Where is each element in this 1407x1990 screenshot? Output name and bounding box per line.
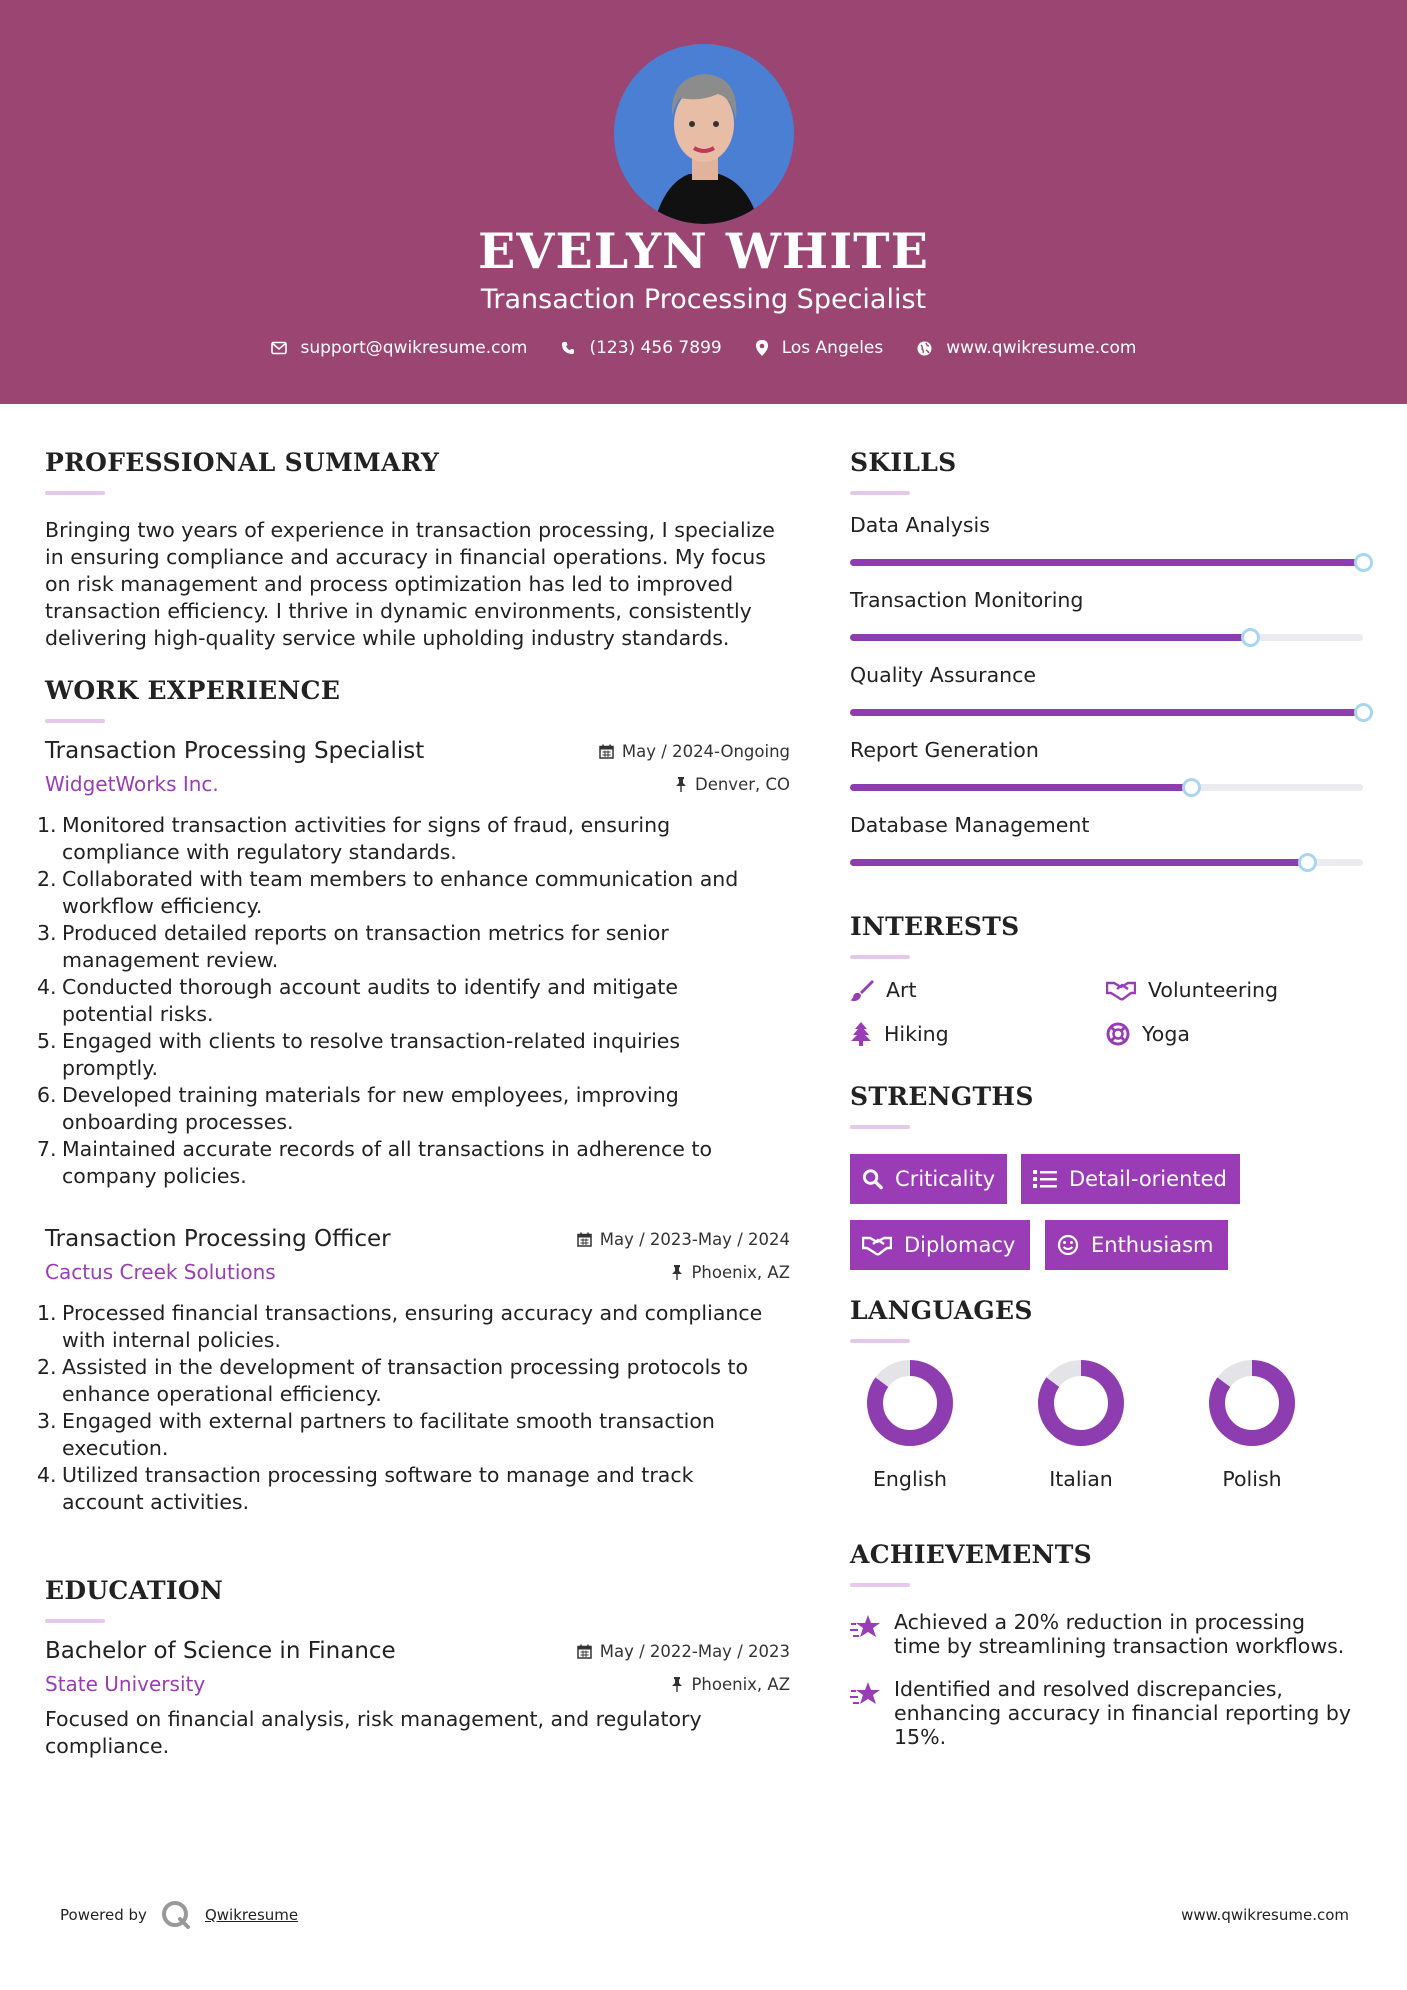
pushpin-icon [671, 1265, 683, 1280]
item-number: 2. [37, 1355, 57, 1379]
interest-art [850, 978, 917, 1002]
summary-line: Bringing two years of experience in transaction processing, I specialize [45, 518, 775, 542]
brand-link[interactable]: Qwikresume [204, 1906, 299, 1924]
job-location [675, 775, 790, 794]
pushpin-icon [675, 777, 687, 792]
achievement-item [850, 1677, 1365, 1749]
education-location [671, 1675, 790, 1694]
experience-section [45, 676, 790, 723]
item-number: 4. [37, 1463, 57, 1487]
paintbrush-icon [850, 978, 874, 1002]
description-line: Focused on financial analysis, risk management, and regulatory [45, 1707, 702, 1731]
item-line: Conducted thorough account audits to identify and mitigate [62, 975, 678, 999]
section-title: SKILLS [850, 448, 957, 477]
skill-name: Database Management [850, 813, 1090, 837]
item-line: onboarding processes. [62, 1110, 294, 1134]
skill-level-knob [1241, 628, 1260, 647]
calendar-icon [599, 744, 614, 759]
skill-level-fill [850, 559, 1363, 566]
job-entry [37, 1226, 790, 1516]
list-item [37, 812, 790, 866]
language-item [855, 1358, 965, 1491]
location-text: Phoenix, AZ [691, 1674, 790, 1694]
skill-level-knob [1354, 553, 1373, 572]
phone-icon [561, 341, 575, 355]
item-line: potential risks. [62, 1002, 214, 1026]
date-text: May / 2023-May / 2024 [599, 1229, 790, 1249]
map-pin-icon [756, 340, 768, 356]
item-line: Processed financial transactions, ensuring accuracy and compliance [62, 1301, 763, 1325]
section-title: EDUCATION [45, 1576, 224, 1605]
handshake-icon [1106, 979, 1136, 1001]
strength-tag [850, 1220, 1030, 1270]
strength-tag [850, 1154, 1007, 1204]
skill-name: Data Analysis [850, 513, 990, 537]
list-item [37, 1408, 790, 1462]
skill-level-track [850, 709, 1363, 716]
item-line: execution. [62, 1436, 169, 1460]
interests-section [850, 912, 1365, 1052]
skills-list [850, 513, 1365, 866]
skill-level-track [850, 784, 1363, 791]
summary-line: transaction efficiency. I thrive in dynamic environments, consistently [45, 599, 752, 623]
section-divider [850, 1339, 910, 1343]
interest-label: Yoga [1142, 1022, 1190, 1046]
summary-line: delivering high-quality service while upholding industry standards. [45, 626, 730, 650]
item-line: management review. [62, 948, 279, 972]
item-line: Engaged with clients to resolve transaction-related inquiries [62, 1029, 681, 1053]
achievement-line: enhancing accuracy in financial reporting by [894, 1701, 1352, 1725]
item-number: 1. [37, 813, 57, 837]
education-section [45, 1576, 790, 1623]
item-number: 3. [37, 921, 57, 945]
date-text: May / 2024-Ongoing [621, 741, 790, 761]
section-title: PROFESSIONAL SUMMARY [45, 448, 440, 477]
handshake-icon [862, 1234, 892, 1256]
section-title: INTERESTS [850, 912, 1020, 941]
item-line: with internal policies. [62, 1328, 281, 1352]
globe-icon [917, 341, 932, 356]
contact-email[interactable] [271, 338, 528, 358]
skill-item [850, 588, 1365, 641]
item-line: enhance operational efficiency. [62, 1382, 382, 1406]
item-number: 6. [37, 1083, 57, 1107]
item-number: 2. [37, 867, 57, 891]
language-name: Polish [1222, 1467, 1282, 1491]
job-date [577, 1230, 790, 1249]
education-description [45, 1706, 790, 1760]
contact-location [756, 338, 884, 358]
strength-label: Detail-oriented [1069, 1167, 1227, 1191]
summary-section [45, 448, 805, 652]
company-name: WidgetWorks Inc. [45, 772, 219, 796]
company-name: Cactus Creek Solutions [45, 1260, 276, 1284]
achievement-line: Achieved a 20% reduction in processing [894, 1610, 1306, 1634]
calendar-icon [577, 1232, 592, 1247]
job-location [671, 1263, 790, 1282]
item-line: company policies. [62, 1164, 247, 1188]
phone-text: (123) 456 7899 [589, 338, 722, 358]
summary-text [45, 517, 805, 652]
achievements-section [850, 1540, 1365, 1760]
job-date [599, 742, 790, 761]
skill-name: Report Generation [850, 738, 1039, 762]
list-item [37, 1082, 790, 1136]
strength-label: Enthusiasm [1091, 1233, 1214, 1257]
job-title: Transaction Processing Specialist [45, 738, 425, 764]
list-item [37, 1028, 790, 1082]
language-level-donut [865, 1358, 955, 1448]
calendar-icon [577, 1644, 592, 1659]
item-line: Engaged with external partners to facilitate smooth transaction [62, 1409, 715, 1433]
item-line: Collaborated with team members to enhance communication and [62, 867, 739, 891]
list-item [37, 974, 790, 1028]
skill-item [850, 663, 1365, 716]
degree-title: Bachelor of Science in Finance [45, 1638, 396, 1664]
section-divider [850, 955, 910, 959]
summary-line: in ensuring compliance and accuracy in financial operations. My focus [45, 545, 766, 569]
powered-by-label: Powered by [60, 1906, 147, 1924]
candidate-role: Transaction Processing Specialist [480, 284, 927, 315]
job-responsibilities [37, 812, 790, 1190]
item-number: 3. [37, 1409, 57, 1433]
strength-label: Diplomacy [904, 1233, 1016, 1257]
skill-level-track [850, 634, 1363, 641]
email-text: support@qwikresume.com [300, 338, 528, 358]
skill-level-track [850, 559, 1363, 566]
skill-name: Quality Assurance [850, 663, 1037, 687]
list-icon [1033, 1169, 1057, 1189]
summary-line: on risk management and process optimization has led to improved [45, 572, 734, 596]
qwikresume-logo-icon [161, 1900, 191, 1930]
list-item [37, 866, 790, 920]
languages-section [850, 1296, 1365, 1516]
language-name: Italian [1049, 1467, 1113, 1491]
section-divider [45, 719, 105, 723]
item-line: Monitored transaction activities for signs of fraud, ensuring [62, 813, 671, 837]
item-line: Produced detailed reports on transaction metrics for senior [62, 921, 669, 945]
website-text: www.qwikresume.com [946, 338, 1137, 358]
skill-level-fill [850, 784, 1191, 791]
location-text: Los Angeles [781, 338, 884, 358]
item-number: 4. [37, 975, 57, 999]
description-line: compliance. [45, 1734, 170, 1758]
section-title: ACHIEVEMENTS [850, 1540, 1092, 1569]
item-line: compliance with regulatory standards. [62, 840, 457, 864]
school-name: State University [45, 1672, 206, 1696]
item-number: 7. [37, 1137, 57, 1161]
language-item [1026, 1358, 1136, 1491]
list-item [37, 1300, 790, 1354]
achievement-item [850, 1610, 1365, 1658]
interest-label: Hiking [884, 1022, 949, 1046]
candidate-name: EVELYN WHITE [478, 222, 929, 280]
achievement-line: time by streamlining transaction workflows. [894, 1634, 1345, 1658]
location-text: Phoenix, AZ [691, 1262, 790, 1282]
item-number: 5. [37, 1029, 57, 1053]
footer-brand [60, 1900, 298, 1930]
profile-photo [614, 44, 794, 224]
achievement-line: Identified and resolved discrepancies, [894, 1677, 1283, 1701]
item-line: Assisted in the development of transaction processing protocols to [62, 1355, 749, 1379]
header-banner [0, 0, 1407, 404]
footer-website[interactable]: www.qwikresume.com [1181, 1906, 1349, 1924]
skill-item [850, 738, 1365, 791]
date-text: May / 2022-May / 2023 [599, 1641, 790, 1661]
item-number: 1. [37, 1301, 57, 1325]
strength-tag [1045, 1220, 1228, 1270]
skill-level-knob [1298, 853, 1317, 872]
skill-level-knob [1182, 778, 1201, 797]
list-item [37, 1462, 790, 1516]
language-level-donut [1207, 1358, 1297, 1448]
section-title: WORK EXPERIENCE [45, 676, 341, 705]
contact-bar [0, 338, 1407, 358]
strength-tag [1021, 1154, 1240, 1204]
skill-level-fill [850, 709, 1363, 716]
skill-item [850, 813, 1365, 866]
contact-phone[interactable] [561, 338, 721, 358]
search-icon [862, 1168, 883, 1190]
language-item [1197, 1358, 1307, 1491]
skill-level-track [850, 859, 1363, 866]
item-line: workflow efficiency. [62, 894, 263, 918]
interest-volunteering [1106, 978, 1278, 1002]
lifebuoy-icon [1106, 1022, 1130, 1046]
star-icon [850, 1679, 882, 1709]
list-item [37, 1136, 790, 1190]
envelope-icon [271, 341, 287, 355]
section-divider [850, 1125, 910, 1129]
star-icon [850, 1612, 882, 1642]
item-line: promptly. [62, 1056, 158, 1080]
smile-icon [1057, 1234, 1079, 1256]
strength-label: Criticality [895, 1167, 995, 1191]
education-entry [45, 1638, 790, 1760]
skills-section [850, 448, 1365, 866]
pushpin-icon [671, 1677, 683, 1692]
section-divider [45, 1619, 105, 1623]
list-item [37, 920, 790, 974]
interest-label: Art [886, 978, 917, 1002]
skill-level-fill [850, 634, 1250, 641]
skill-level-knob [1354, 703, 1373, 722]
section-title: LANGUAGES [850, 1296, 1033, 1325]
item-line: Developed training materials for new employees, improving [62, 1083, 679, 1107]
language-level-donut [1036, 1358, 1126, 1448]
education-date [577, 1642, 790, 1661]
tree-icon [850, 1022, 872, 1046]
list-item [37, 1354, 790, 1408]
skill-item [850, 513, 1365, 566]
contact-website[interactable] [917, 338, 1136, 358]
item-line: account activities. [62, 1490, 250, 1514]
language-name: English [872, 1467, 948, 1491]
item-line: Maintained accurate records of all transactions in adherence to [62, 1137, 712, 1161]
location-text: Denver, CO [694, 774, 790, 794]
job-entry [37, 738, 790, 1190]
interest-label: Volunteering [1148, 978, 1279, 1002]
job-responsibilities [37, 1300, 790, 1516]
section-divider [850, 491, 910, 495]
skill-name: Transaction Monitoring [850, 588, 1084, 612]
skill-level-fill [850, 859, 1307, 866]
strengths-section [850, 1082, 1365, 1292]
section-title: STRENGTHS [850, 1082, 1034, 1111]
section-divider [45, 491, 105, 495]
interest-yoga [1106, 1022, 1190, 1046]
achievement-line: 15%. [894, 1725, 947, 1749]
item-line: Utilized transaction processing software to manage and track [62, 1463, 694, 1487]
job-title: Transaction Processing Officer [45, 1226, 391, 1252]
section-divider [850, 1583, 910, 1587]
interest-hiking [850, 1022, 949, 1046]
